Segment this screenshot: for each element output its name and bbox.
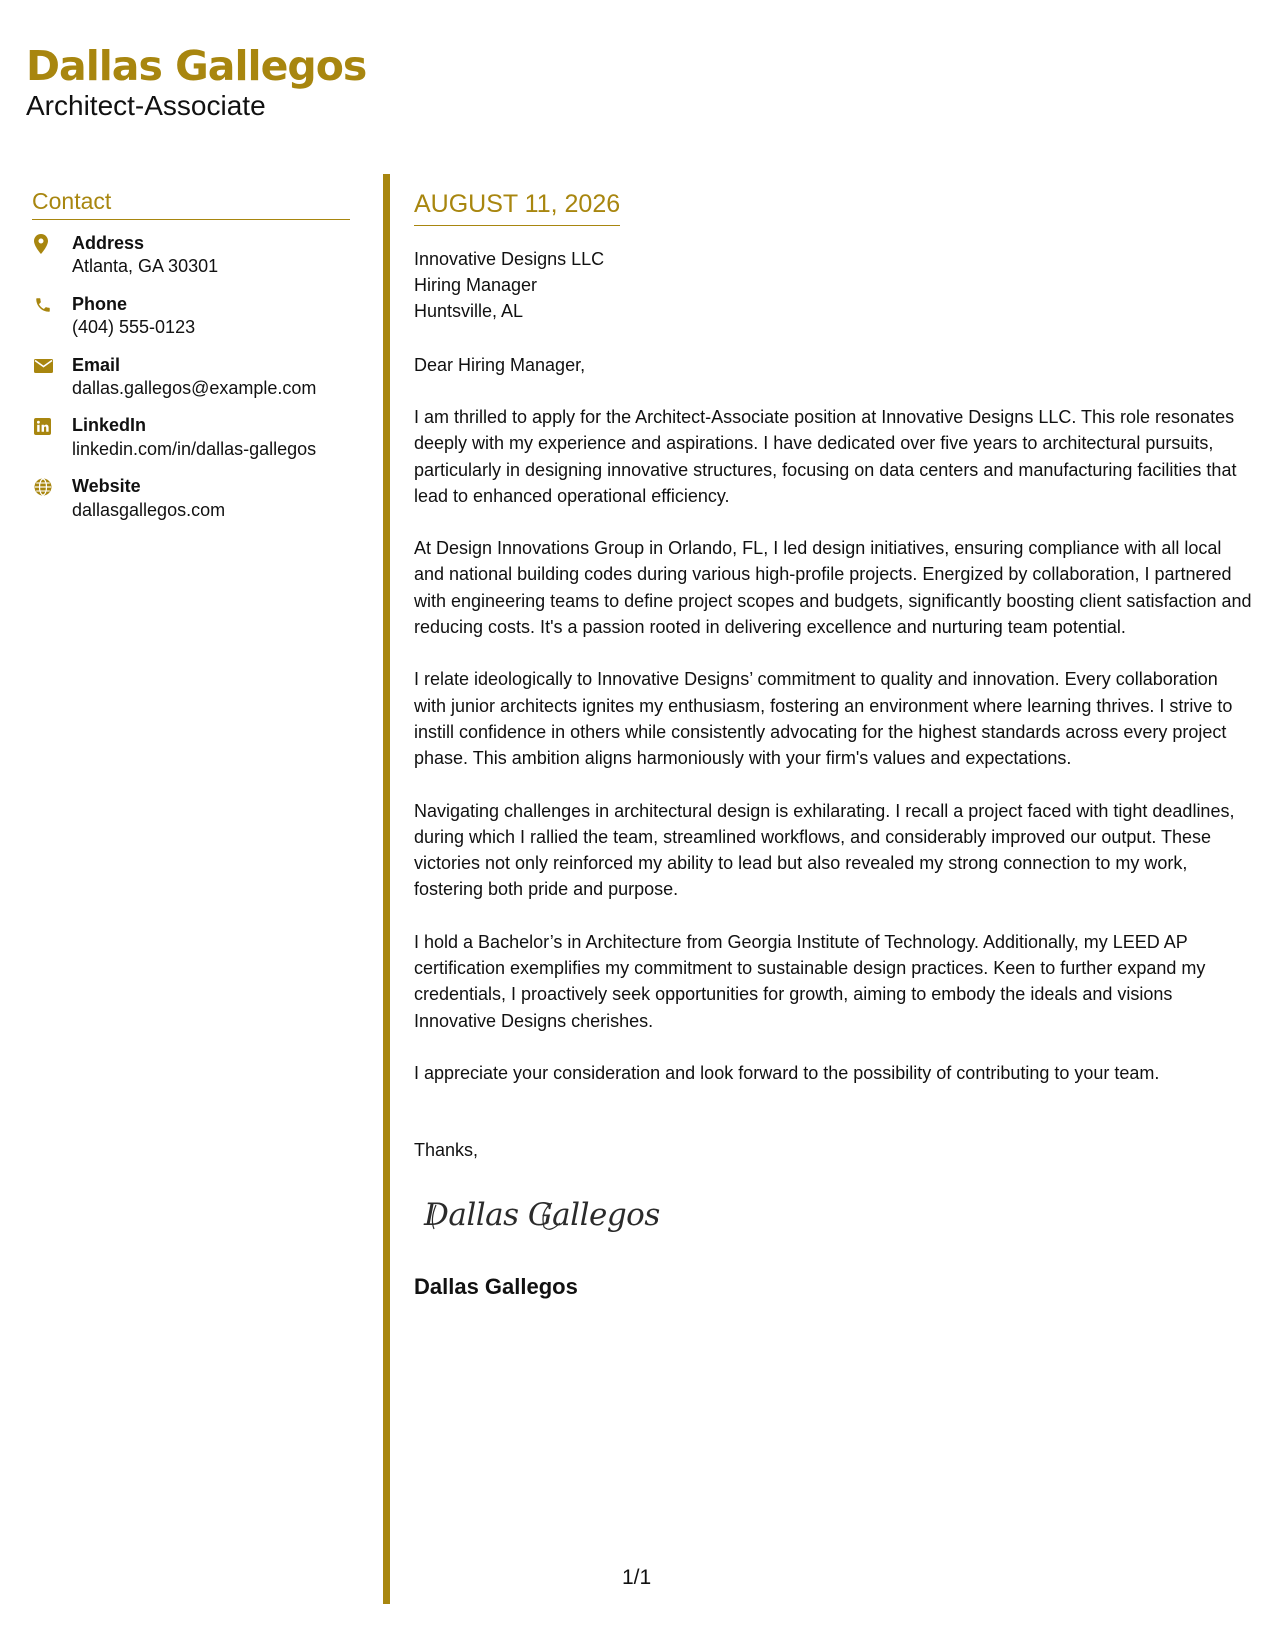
linkedin-icon bbox=[32, 414, 72, 438]
globe-icon bbox=[32, 475, 72, 499]
recipient-location: Huntsville, AL bbox=[414, 301, 524, 321]
page-number: 1/1 bbox=[622, 1566, 652, 1589]
letter-paragraph: I hold a Bachelor’s in Architecture from Georgia Institute of Technology. Additionally, my LEED AP certification exemplifies my commitment to sustainable design practices. Keen to further expand my credentials, I proactively seek opportunities for growth, aiming to embody the ideals and visions Innovative Designs cherishes. bbox=[414, 931, 1206, 1031]
contact-label: Phone bbox=[72, 293, 128, 314]
resume-header bbox=[26, 44, 366, 122]
letter-paragraph: I relate ideologically to Innovative Designs’ commitment to quality and innovation. Every collaboration with junior architects ignites my enthusiasm, fostering an environment where learning thrives. I strive to instill confidence in others while consistently advocating for the highest standards across every project phase. This ambition aligns harmoniously with your firm's values and expectations. bbox=[414, 669, 1233, 769]
salutation: Dear Hiring Manager, bbox=[414, 355, 586, 375]
vertical-divider bbox=[383, 174, 390, 1604]
contact-heading: Contact bbox=[32, 188, 350, 220]
contact-item-linkedin bbox=[32, 414, 350, 461]
letter-date: AUGUST 11, 2026 bbox=[414, 190, 620, 226]
applicant-title: Architect-Associate bbox=[26, 90, 266, 122]
recipient-role: Hiring Manager bbox=[414, 275, 538, 295]
contact-value: linkedin.com/in/dallas-gallegos bbox=[72, 438, 317, 459]
contact-item-phone bbox=[32, 293, 350, 340]
contact-value: dallasgallegos.com bbox=[72, 499, 226, 520]
closing: Thanks, bbox=[414, 1140, 479, 1161]
envelope-icon bbox=[32, 354, 72, 378]
contact-item-website bbox=[32, 475, 350, 522]
contact-label: Address bbox=[72, 233, 145, 253]
phone-icon bbox=[32, 293, 72, 317]
contact-sidebar bbox=[32, 188, 350, 536]
letter-paragraph: Navigating challenges in architectural design is exhilarating. I recall a project faced with tight deadlines, during which I rallied the team, streamlined workflows, and considerably improved our output. These victories not only reinforced my ability to lead but also revealed my strong connection to my work, fostering both pride and purpose. bbox=[414, 800, 1235, 900]
map-pin-icon bbox=[32, 232, 72, 256]
letter-body bbox=[414, 190, 1254, 1300]
contact-label: LinkedIn bbox=[72, 415, 147, 436]
recipient-block bbox=[414, 246, 1254, 324]
contact-value: dallas.gallegos@example.com bbox=[72, 377, 317, 398]
recipient-company: Innovative Designs LLC bbox=[414, 249, 605, 269]
contact-label: Email bbox=[72, 354, 121, 375]
signer-name: Dallas Gallegos bbox=[414, 1274, 578, 1300]
contact-label: Website bbox=[72, 476, 141, 497]
letter-paragraph: I appreciate your consideration and look forward to the possibility of contributing to your team. bbox=[414, 1062, 1160, 1083]
contact-value: Atlanta, GA 30301 bbox=[72, 256, 219, 277]
applicant-name: Dallas Gallegos bbox=[26, 42, 367, 90]
contact-item-email bbox=[32, 354, 350, 401]
contact-item-address bbox=[32, 232, 350, 279]
contact-value: (404) 555-0123 bbox=[72, 317, 196, 338]
handwritten-signature bbox=[422, 1189, 1254, 1244]
letter-paragraph: At Design Innovations Group in Orlando, FL, I led design initiatives, ensuring compliance with all local and national building codes during various high-profile projects. Energized by collaboration, I partnered with engineering teams to define project scopes and budgets, significantly boosting client satisfaction and reducing costs. It's a passion rooted in delivering excellence and nurturing team potential. bbox=[414, 538, 1252, 638]
svg-text:Dallas Gallegos: Dallas Gallegos bbox=[424, 1197, 660, 1234]
letter-paragraph: I am thrilled to apply for the Architect-Associate position at Innovative Designs LLC. This role resonates deeply with my experience and aspirations. I have dedicated over five years to architectural pursuits, particularly in designing innovative structures, focusing on data centers and manufacturing facilities that lead to enhanced operational efficiency. bbox=[414, 407, 1237, 506]
